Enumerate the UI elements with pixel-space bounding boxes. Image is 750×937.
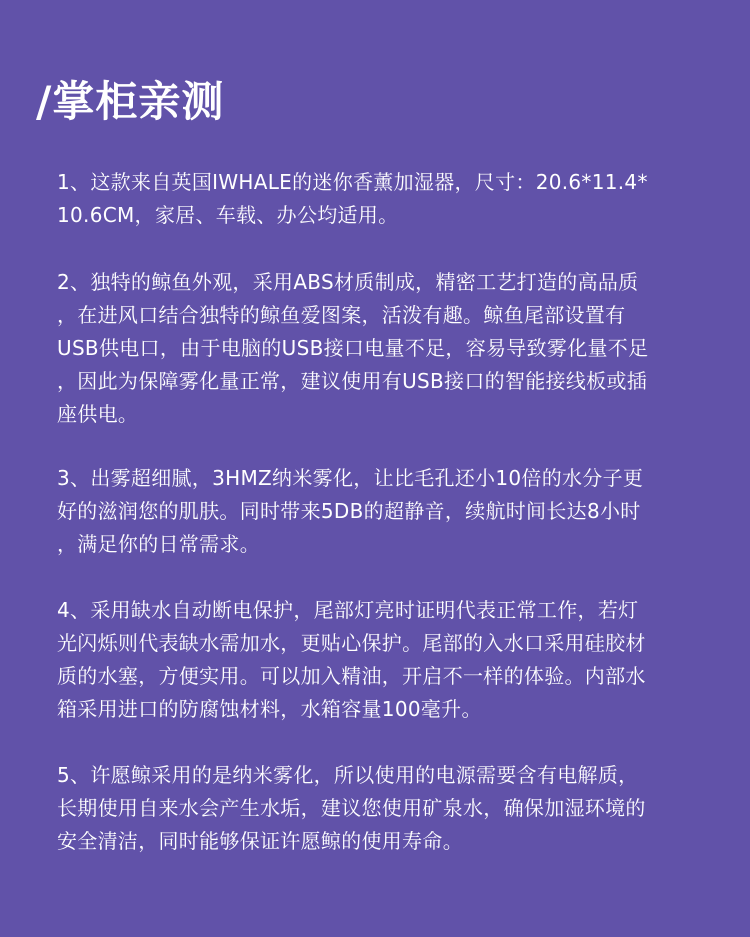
paragraph-line: 好的滋润您的肌肤。同时带来5DB的超静音，续航时间长达8小时	[57, 499, 641, 523]
paragraph-line: 质的水塞，方便实用。可以加入精油，开启不一样的体验。内部水	[57, 664, 646, 688]
paragraph-line: ，在进风口结合独特的鲸鱼爱图案，活泼有趣。鲸鱼尾部设置有	[57, 303, 626, 327]
paragraph-1-size	[57, 166, 705, 232]
paragraph-line: 光闪烁则代表缺水需加水，更贴心保护。尾部的入水口采用硅胶材	[57, 631, 646, 655]
paragraph-line: ，满足你的日常需求。	[57, 532, 260, 556]
paragraph-line: 5、许愿鲸采用的是纳米雾化，所以使用的电源需要含有电解质，	[57, 763, 639, 787]
paragraph-2-appearance	[57, 266, 705, 431]
paragraph-3-mist	[57, 462, 705, 561]
paragraph-line: 4、采用缺水自动断电保护，尾部灯亮时证明代表正常工作，若灯	[57, 598, 639, 622]
paragraph-line: 10.6CM，家居、车载、办公均适用。	[57, 203, 399, 227]
paragraph-5-water-advice	[57, 759, 705, 858]
section-title: /掌柜亲测	[36, 77, 225, 126]
paragraph-line: 2、独特的鲸鱼外观，采用ABS材质制成，精密工艺打造的高品质	[57, 270, 639, 294]
paragraph-line: USB供电口，由于电脑的USB接口电量不足，容易导致雾化量不足	[57, 336, 649, 360]
paragraph-4-protection	[57, 594, 705, 726]
paragraph-line: 长期使用自来水会产生水垢，建议您使用矿泉水，确保加湿环境的	[57, 796, 646, 820]
paragraph-line: ，因此为保障雾化量正常，建议使用有USB接口的智能接线板或插	[57, 369, 648, 393]
paragraph-line: 3、出雾超细腻，3HMZ纳米雾化，让比毛孔还小10倍的水分子更	[57, 466, 644, 490]
paragraph-line: 座供电。	[57, 402, 139, 426]
paragraph-line: 安全清洁，同时能够保证许愿鲸的使用寿命。	[57, 829, 463, 853]
paragraph-line: 1、这款来自英国IWHALE的迷你香薰加湿器，尺寸：20.6*11.4*	[57, 170, 648, 194]
paragraph-line: 箱采用进口的防腐蚀材料，水箱容量100毫升。	[57, 697, 482, 721]
